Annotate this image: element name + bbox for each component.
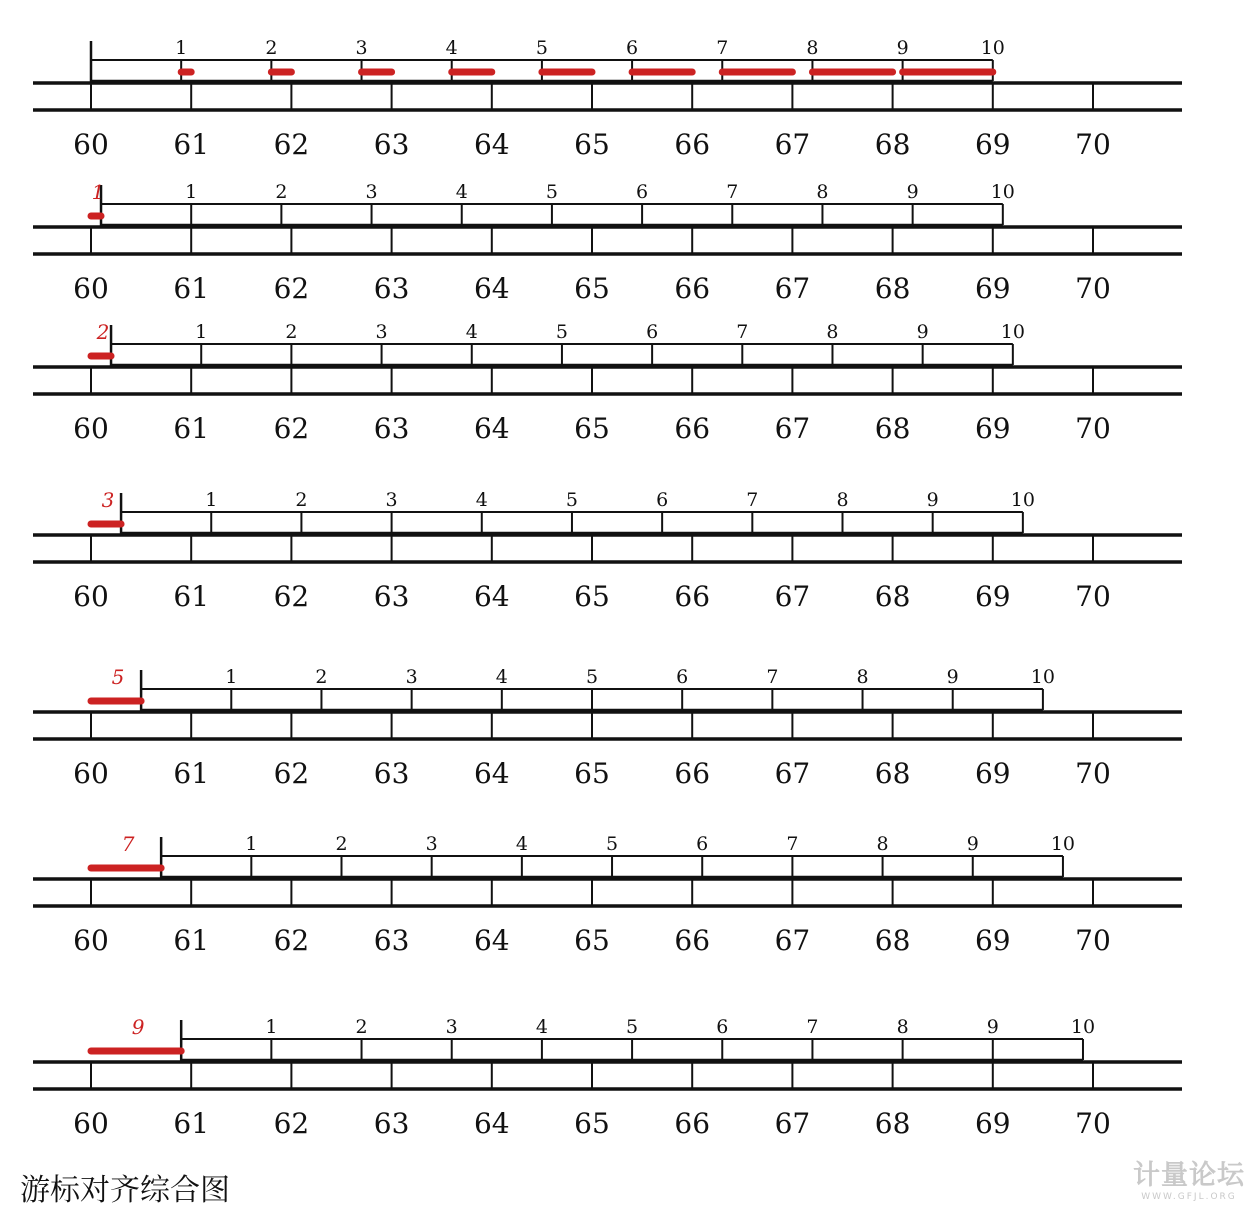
vernier-number: 1 [265, 1016, 278, 1038]
vernier-number: 4 [475, 489, 488, 511]
watermark-logo [1133, 1160, 1245, 1202]
main-scale-number: 60 [73, 272, 109, 305]
vernier-number: 8 [826, 321, 839, 343]
main-scale-number: 63 [373, 412, 410, 445]
vernier-number: 9 [986, 1016, 999, 1038]
vernier-number: 10 [980, 37, 1005, 59]
main-scale-number: 68 [874, 128, 911, 161]
main-scale-number: 64 [473, 924, 510, 957]
main-scale-number: 61 [173, 757, 210, 790]
offset-label: 2 [96, 320, 110, 344]
vernier-number: 9 [896, 37, 909, 59]
main-scale-number: 62 [273, 272, 310, 305]
main-scale-number: 67 [774, 580, 811, 613]
main-scale-number: 61 [173, 1107, 210, 1140]
vernier-number: 6 [656, 489, 669, 511]
vernier-number: 7 [716, 37, 729, 59]
main-scale-number: 68 [874, 272, 911, 305]
watermark-url: WWW.GFJL.ORG [1141, 1192, 1237, 1202]
main-scale-number: 63 [373, 757, 410, 790]
offset-label: 7 [121, 832, 135, 856]
vernier-number: 2 [295, 489, 308, 511]
vernier-number: 3 [445, 1016, 458, 1038]
main-scale-number: 64 [473, 580, 510, 613]
main-scale-number: 64 [473, 128, 510, 161]
main-scale-number: 68 [874, 1107, 911, 1140]
offset-label: 3 [101, 488, 115, 512]
vernier-row [33, 665, 1182, 790]
main-scale-number: 66 [674, 924, 711, 957]
main-scale-number: 63 [373, 128, 410, 161]
vernier-number: 7 [806, 1016, 819, 1038]
vernier-number: 2 [265, 37, 278, 59]
vernier-row [33, 320, 1182, 445]
main-scale-number: 62 [273, 924, 310, 957]
vernier-number: 9 [906, 181, 919, 203]
vernier-number: 2 [285, 321, 298, 343]
vernier-number: 4 [455, 181, 468, 203]
vernier-number: 9 [946, 666, 959, 688]
main-scale-number: 67 [774, 757, 811, 790]
main-scale-number: 60 [73, 580, 109, 613]
main-scale-number: 69 [974, 1107, 1011, 1140]
vernier-number: 1 [245, 833, 258, 855]
main-scale-number: 66 [674, 580, 711, 613]
vernier-number: 7 [736, 321, 749, 343]
vernier-number: 10 [1070, 1016, 1096, 1038]
main-scale-number: 67 [774, 272, 811, 305]
vernier-number: 6 [676, 666, 689, 688]
main-scale-number: 63 [373, 580, 410, 613]
vernier-number: 5 [605, 833, 619, 855]
main-scale-number: 62 [273, 757, 310, 790]
main-scale-number: 64 [473, 272, 510, 305]
main-scale-number: 63 [373, 1107, 410, 1140]
vernier-number: 2 [275, 181, 288, 203]
main-scale-number: 69 [974, 272, 1011, 305]
vernier-number: 10 [1030, 666, 1055, 688]
offset-label: 9 [131, 1015, 145, 1039]
main-scale-number: 61 [173, 924, 210, 957]
vernier-number: 3 [375, 321, 388, 343]
main-scale-number: 66 [674, 1107, 711, 1140]
vernier-number: 1 [225, 666, 238, 688]
vernier-number: 9 [966, 833, 979, 855]
main-scale-number: 65 [574, 924, 610, 957]
vernier-number: 6 [696, 833, 709, 855]
vernier-number: 1 [185, 181, 198, 203]
vernier-number: 5 [626, 1016, 639, 1038]
vernier-number: 9 [916, 321, 929, 343]
offset-label: 5 [111, 665, 125, 689]
main-scale-number: 68 [874, 580, 911, 613]
main-scale-number: 66 [674, 412, 711, 445]
vernier-number: 1 [195, 321, 208, 343]
main-scale-number: 63 [373, 924, 410, 957]
vernier-number: 7 [766, 666, 779, 688]
main-scale-number: 66 [674, 272, 711, 305]
main-scale-number: 65 [574, 1107, 610, 1140]
vernier-row [33, 37, 1182, 161]
main-scale-number: 66 [674, 128, 711, 161]
vernier-row [33, 1015, 1182, 1140]
vernier-number: 3 [405, 666, 418, 688]
main-scale-number: 63 [373, 272, 410, 305]
main-scale-number: 60 [73, 924, 109, 957]
main-scale-number: 62 [273, 580, 310, 613]
vernier-row [33, 832, 1182, 957]
main-scale-number: 61 [173, 412, 210, 445]
main-scale-number: 70 [1075, 128, 1111, 161]
vernier-number: 5 [585, 666, 599, 688]
main-scale-number: 65 [574, 272, 610, 305]
vernier-number: 3 [365, 181, 378, 203]
vernier-number: 7 [746, 489, 759, 511]
main-scale-number: 69 [974, 412, 1011, 445]
main-scale-number: 62 [273, 128, 310, 161]
vernier-number: 3 [425, 833, 438, 855]
main-scale-number: 68 [874, 757, 911, 790]
vernier-number: 10 [1050, 833, 1076, 855]
vernier-number: 10 [1000, 321, 1025, 343]
vernier-number: 4 [465, 321, 478, 343]
vernier-number: 1 [205, 489, 218, 511]
vernier-number: 8 [816, 181, 829, 203]
main-scale-number: 60 [73, 1107, 109, 1140]
vernier-number: 7 [786, 833, 799, 855]
main-scale-number: 70 [1075, 924, 1111, 957]
main-scale-number: 61 [173, 580, 210, 613]
vernier-number: 8 [806, 37, 819, 59]
vernier-number: 5 [545, 181, 558, 203]
main-scale-number: 65 [574, 580, 610, 613]
main-scale-number: 60 [73, 412, 109, 445]
vernier-number: 8 [856, 666, 869, 688]
vernier-number: 3 [355, 37, 368, 59]
vernier-number: 5 [535, 37, 548, 59]
main-scale-number: 70 [1075, 1107, 1111, 1140]
main-scale-number: 70 [1075, 580, 1111, 613]
vernier-number: 2 [355, 1016, 368, 1038]
main-scale-number: 65 [574, 412, 610, 445]
main-scale-number: 66 [674, 757, 711, 790]
vernier-number: 4 [445, 37, 458, 59]
vernier-row [33, 180, 1182, 305]
main-scale-number: 67 [774, 128, 811, 161]
main-scale-number: 68 [874, 924, 911, 957]
main-scale-number: 65 [574, 128, 610, 161]
vernier-number: 10 [990, 181, 1015, 203]
main-scale-number: 69 [974, 580, 1011, 613]
vernier-number: 4 [495, 666, 508, 688]
main-scale-number: 69 [974, 924, 1011, 957]
main-scale-number: 67 [774, 1107, 811, 1140]
vernier-row [33, 488, 1182, 613]
main-scale-number: 60 [73, 757, 109, 790]
main-scale-number: 62 [273, 1107, 310, 1140]
vernier-number: 4 [535, 1016, 548, 1038]
diagram-caption: 游标对齐综合图 [20, 1173, 230, 1208]
main-scale-number: 68 [874, 412, 911, 445]
main-scale-number: 69 [974, 128, 1011, 161]
main-scale-number: 65 [574, 757, 610, 790]
main-scale-number: 64 [473, 1107, 510, 1140]
vernier-number: 2 [315, 666, 328, 688]
offset-label: 1 [91, 180, 105, 204]
main-scale-number: 61 [173, 272, 210, 305]
watermark-text: 计量论坛 [1133, 1160, 1245, 1191]
vernier-number: 3 [385, 489, 398, 511]
main-scale-number: 64 [473, 412, 510, 445]
vernier-number: 9 [926, 489, 939, 511]
vernier-number: 10 [1010, 489, 1035, 511]
vernier-number: 6 [636, 181, 649, 203]
main-scale-number: 70 [1075, 412, 1111, 445]
vernier-number: 4 [515, 833, 528, 855]
vernier-number: 2 [335, 833, 348, 855]
vernier-number: 5 [565, 489, 579, 511]
vernier-number: 8 [876, 833, 889, 855]
main-scale-number: 70 [1075, 757, 1111, 790]
main-scale-number: 62 [273, 412, 310, 445]
main-scale-number: 67 [774, 412, 811, 445]
vernier-number: 6 [626, 37, 639, 59]
vernier-number: 8 [836, 489, 849, 511]
main-scale-number: 64 [473, 757, 510, 790]
main-scale-number: 67 [774, 924, 811, 957]
main-scale-number: 69 [974, 757, 1011, 790]
vernier-number: 5 [555, 321, 568, 343]
main-scale-number: 60 [73, 128, 109, 161]
vernier-number: 7 [726, 181, 739, 203]
vernier-number: 6 [716, 1016, 729, 1038]
vernier-number: 1 [175, 37, 188, 59]
vernier-number: 8 [896, 1016, 909, 1038]
vernier-number: 6 [646, 321, 659, 343]
main-scale-number: 61 [173, 128, 210, 161]
main-scale-number: 70 [1075, 272, 1111, 305]
